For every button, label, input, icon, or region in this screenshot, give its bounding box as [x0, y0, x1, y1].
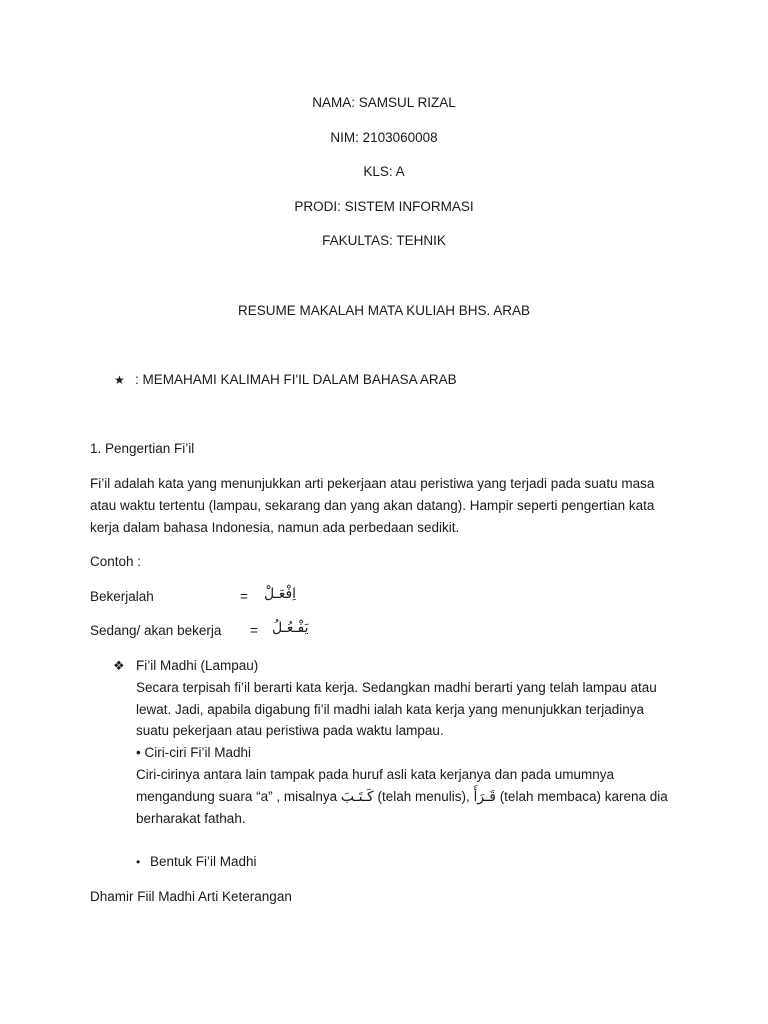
text-segment: mengandung suara “a” , misalnya — [136, 789, 341, 804]
subsection-heading: Bentuk Fi’il Madhi — [150, 854, 257, 869]
example-term: Sedang/ akan bekerja — [90, 623, 222, 638]
document-title: RESUME MAKALAH MATA KULIAH BHS. ARAB — [237, 303, 531, 318]
paragraph-line: lewat. Jadi, apabila digabung fi’il madhi ialah kata kerja yang menunjukkan terjadinya — [136, 702, 645, 717]
equals-sign: = — [240, 589, 248, 604]
topic-heading: : MEMAHAMI KALIMAH FI'IL DALAM BAHASA ARAB — [135, 372, 457, 387]
paragraph-line: Ciri-cirinya antara lain tampak pada huruf asli kata kerjanya dan pada umumnya — [136, 767, 615, 782]
arabic-word: يَفْـعُـلُ — [272, 620, 309, 636]
paragraph-line: suatu pekerjaan atau peristiwa pada waktu lampau. — [136, 723, 444, 738]
paragraph-line: berharakat fathah. — [136, 811, 246, 826]
paragraph-line: Fi’il adalah kata yang menunjukkan arti pekerjaan atau peristiwa yang terjadi pada suatu masa — [90, 476, 655, 491]
paragraph-line: kerja dalam bahasa Indonesia, namun ada perbedaan sedikit. — [90, 520, 460, 535]
student-nim: NIM: 2103060008 — [330, 130, 438, 145]
paragraph-line-with-arabic — [136, 788, 668, 806]
ciri-heading: • Ciri-ciri Fi’il Madhi — [136, 745, 251, 760]
arabic-word: اِفْعَـلْ — [264, 586, 297, 602]
arabic-word: كَـتَـبَ — [340, 789, 374, 805]
table-caption: Dhamir Fiil Madhi Arti Keterangan — [90, 889, 292, 904]
student-class: KLS: A — [363, 164, 405, 179]
student-faculty: FAKULTAS: TEHNIK — [322, 233, 446, 248]
section-heading: 1. Pengertian Fi’il — [90, 441, 195, 456]
paragraph-line: atau waktu tertentu (lampau, sekarang dan yang akan datang). Hampir seperti pengertian kata — [90, 498, 655, 513]
text-segment: (telah membaca) karena dia — [495, 789, 668, 804]
text-segment: (telah menulis), — [373, 789, 474, 804]
paragraph-line: Secara terpisah fi’il berarti kata kerja. Sedangkan madhi berarti yang telah lampau atau — [136, 680, 657, 695]
student-name: NAMA: SAMSUL RIZAL — [312, 95, 456, 110]
example-label: Contoh : — [90, 554, 142, 569]
bullet-icon: • — [136, 855, 141, 869]
subsection-heading: Fi’il Madhi (Lampau) — [136, 658, 259, 673]
student-program: PRODI: SISTEM INFORMASI — [294, 199, 474, 214]
arabic-word: قَـرَأَ — [473, 789, 496, 805]
star-icon: ★ — [114, 373, 125, 387]
diamond-bullet-icon: ❖ — [113, 658, 125, 673]
equals-sign: = — [250, 623, 258, 638]
example-term: Bekerjalah — [90, 589, 154, 604]
